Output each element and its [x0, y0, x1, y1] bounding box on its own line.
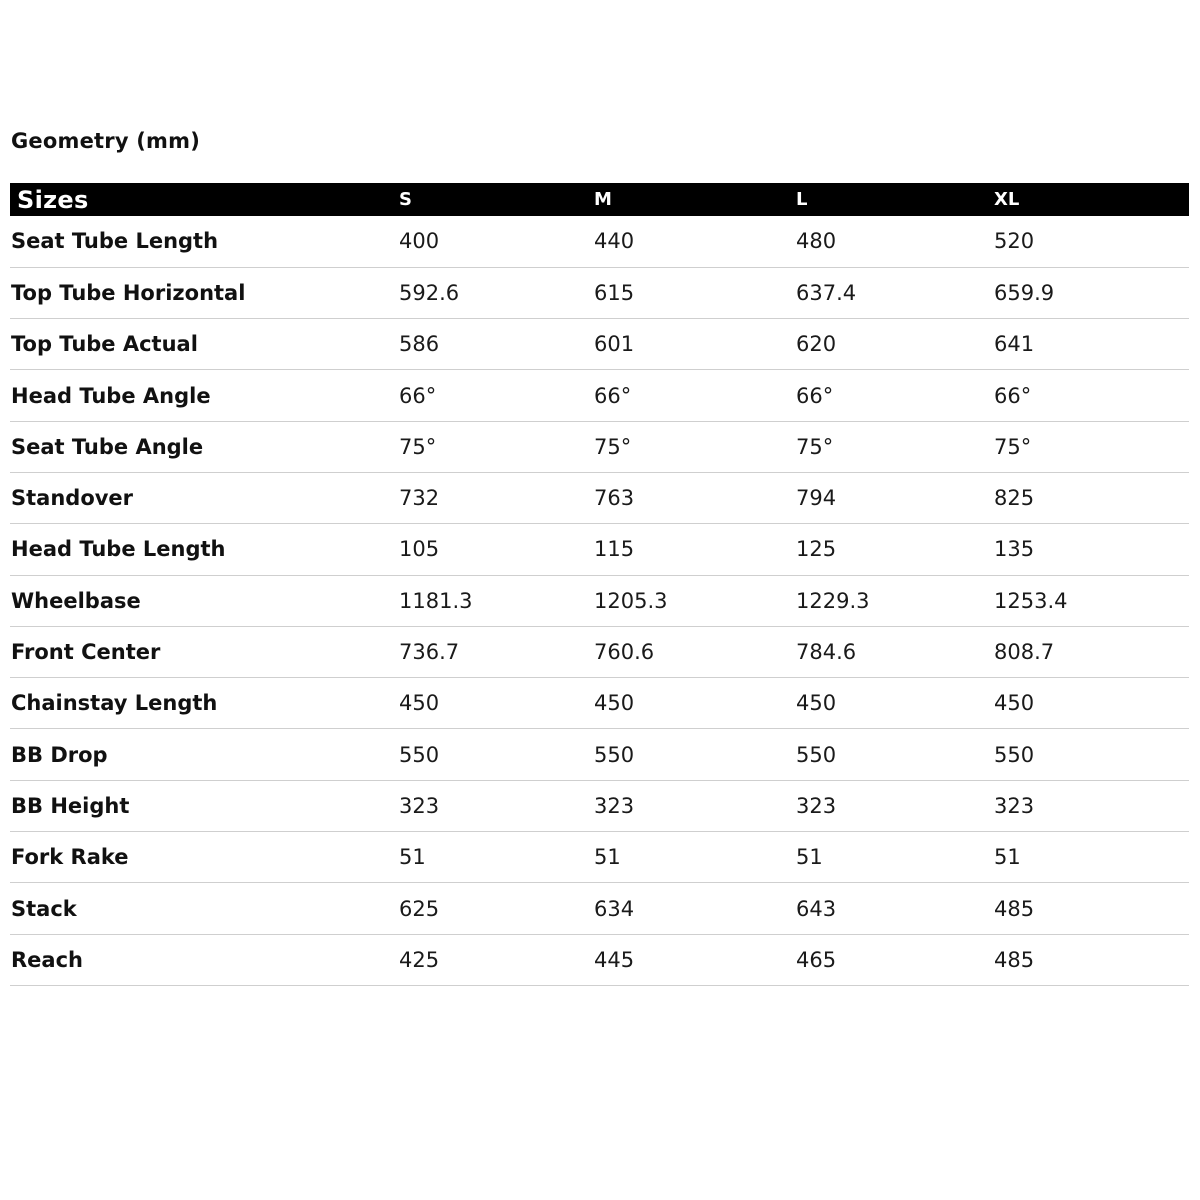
table-row [10, 678, 1189, 729]
cell-value: 450 [399, 678, 594, 729]
row-label: Top Tube Actual [10, 319, 399, 370]
cell-value: 550 [994, 729, 1189, 780]
row-label: Wheelbase [10, 575, 399, 626]
cell-value: 445 [594, 934, 796, 985]
cell-value: 450 [796, 678, 994, 729]
cell-value: 51 [994, 832, 1189, 883]
table-row [10, 216, 1189, 267]
cell-value: 550 [399, 729, 594, 780]
cell-value: 736.7 [399, 626, 594, 677]
cell-value: 400 [399, 216, 594, 267]
cell-value: 440 [594, 216, 796, 267]
cell-value: 465 [796, 934, 994, 985]
cell-value: 625 [399, 883, 594, 934]
cell-value: 550 [796, 729, 994, 780]
header-size-xl: XL [994, 189, 1020, 210]
cell-value: 586 [399, 319, 594, 370]
cell-value: 66° [594, 370, 796, 421]
header-size-s: S [399, 189, 412, 210]
cell-value: 125 [796, 524, 994, 575]
cell-value: 601 [594, 319, 796, 370]
cell-value: 794 [796, 472, 994, 523]
table-row [10, 421, 1189, 472]
row-label: BB Drop [10, 729, 399, 780]
cell-value: 485 [994, 934, 1189, 985]
row-label: Fork Rake [10, 832, 399, 883]
cell-value: 480 [796, 216, 994, 267]
row-label: Seat Tube Length [10, 216, 399, 267]
cell-value: 485 [994, 883, 1189, 934]
cell-value: 51 [594, 832, 796, 883]
row-label: Head Tube Length [10, 524, 399, 575]
table-row [10, 780, 1189, 831]
row-label: BB Height [10, 780, 399, 831]
table-row [10, 626, 1189, 677]
table-row [10, 319, 1189, 370]
cell-value: 825 [994, 472, 1189, 523]
page-title: Geometry (mm) [11, 129, 200, 153]
table-row [10, 729, 1189, 780]
cell-value: 1253.4 [994, 575, 1189, 626]
table-row [10, 370, 1189, 421]
cell-value: 637.4 [796, 267, 994, 318]
cell-value: 659.9 [994, 267, 1189, 318]
cell-value: 615 [594, 267, 796, 318]
row-label: Reach [10, 934, 399, 985]
cell-value: 732 [399, 472, 594, 523]
table-row [10, 472, 1189, 523]
cell-value: 323 [796, 780, 994, 831]
cell-value: 808.7 [994, 626, 1189, 677]
cell-value: 643 [796, 883, 994, 934]
cell-value: 75° [594, 421, 796, 472]
cell-value: 75° [399, 421, 594, 472]
cell-value: 1181.3 [399, 575, 594, 626]
cell-value: 450 [994, 678, 1189, 729]
cell-value: 550 [594, 729, 796, 780]
cell-value: 75° [994, 421, 1189, 472]
row-label: Stack [10, 883, 399, 934]
table-row [10, 934, 1189, 985]
table-row [10, 575, 1189, 626]
geometry-table [10, 183, 1189, 986]
cell-value: 105 [399, 524, 594, 575]
cell-value: 425 [399, 934, 594, 985]
row-label: Chainstay Length [10, 678, 399, 729]
cell-value: 763 [594, 472, 796, 523]
cell-value: 323 [594, 780, 796, 831]
cell-value: 620 [796, 319, 994, 370]
table-row [10, 524, 1189, 575]
cell-value: 66° [399, 370, 594, 421]
cell-value: 323 [399, 780, 594, 831]
table-row [10, 832, 1189, 883]
cell-value: 634 [594, 883, 796, 934]
cell-value: 75° [796, 421, 994, 472]
row-label: Seat Tube Angle [10, 421, 399, 472]
row-label: Front Center [10, 626, 399, 677]
cell-value: 592.6 [399, 267, 594, 318]
table-header-row [10, 183, 1189, 216]
cell-value: 520 [994, 216, 1189, 267]
header-size-l: L [796, 189, 808, 210]
cell-value: 135 [994, 524, 1189, 575]
cell-value: 1205.3 [594, 575, 796, 626]
cell-value: 66° [994, 370, 1189, 421]
cell-value: 760.6 [594, 626, 796, 677]
row-label: Top Tube Horizontal [10, 267, 399, 318]
header-size-m: M [594, 189, 612, 210]
cell-value: 323 [994, 780, 1189, 831]
cell-value: 115 [594, 524, 796, 575]
row-label: Head Tube Angle [10, 370, 399, 421]
cell-value: 450 [594, 678, 796, 729]
row-label: Standover [10, 472, 399, 523]
table-row [10, 267, 1189, 318]
cell-value: 784.6 [796, 626, 994, 677]
cell-value: 51 [399, 832, 594, 883]
cell-value: 51 [796, 832, 994, 883]
table-row [10, 883, 1189, 934]
cell-value: 1229.3 [796, 575, 994, 626]
header-sizes-label: Sizes [17, 185, 89, 214]
cell-value: 66° [796, 370, 994, 421]
cell-value: 641 [994, 319, 1189, 370]
